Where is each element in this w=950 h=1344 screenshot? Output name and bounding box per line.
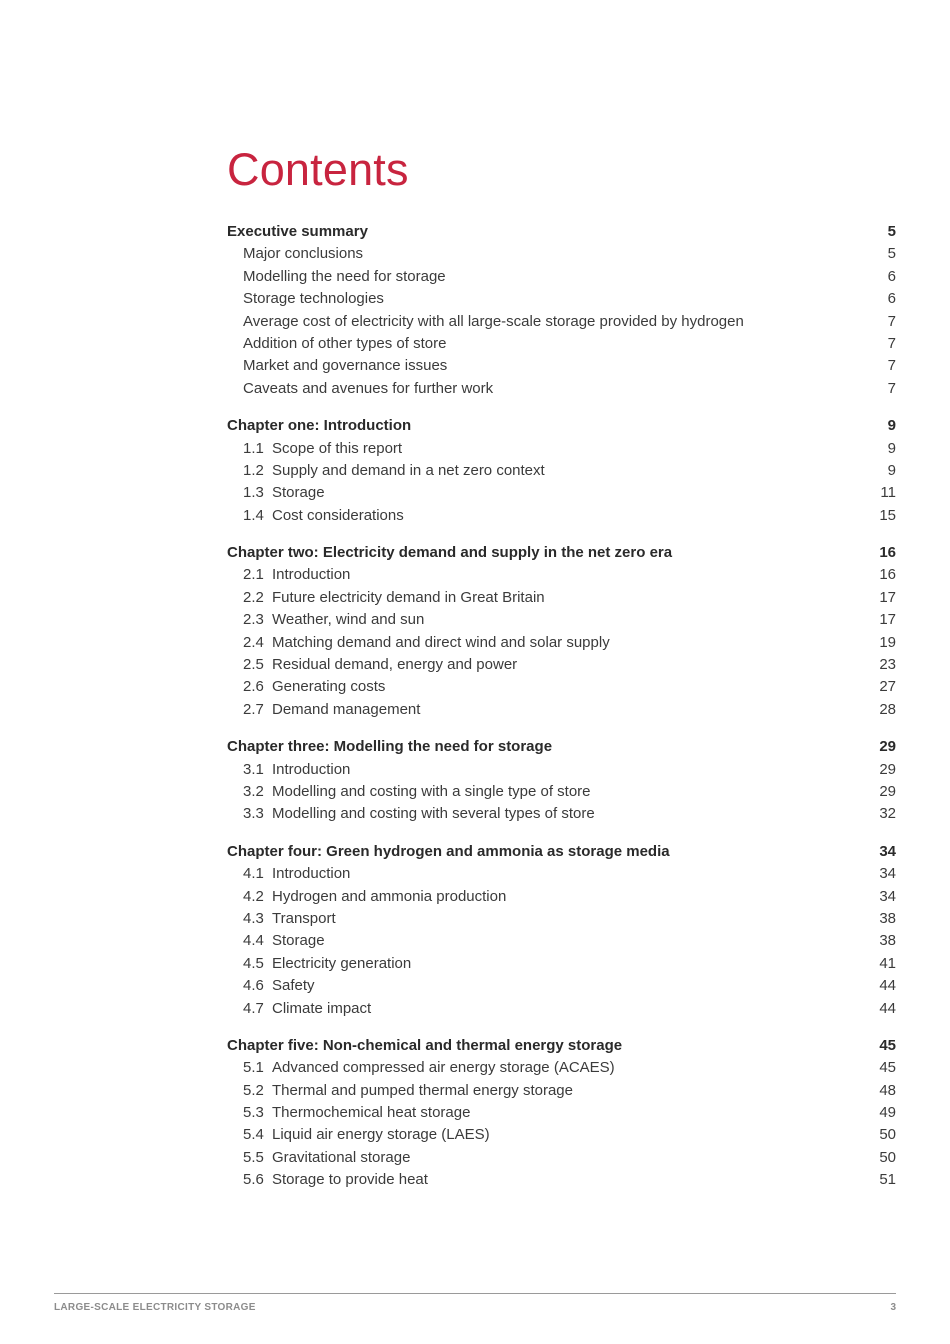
toc-entry-page: 9 — [887, 439, 896, 457]
toc-entry-page: 45 — [879, 1059, 896, 1077]
toc-entry-text — [227, 975, 315, 997]
toc-entry-label: Gravitational storage — [272, 1148, 411, 1166]
toc-entry-text — [227, 505, 404, 527]
toc-entry-number: 5.2 — [243, 1081, 264, 1099]
toc-section — [227, 1035, 896, 1192]
toc-entry-label: Generating costs — [272, 678, 386, 696]
toc-entry-number: 4.4 — [243, 932, 264, 950]
toc-entry-label: Modelling and costing with a single type of store — [272, 782, 591, 800]
toc-entry-number: 5.1 — [243, 1059, 264, 1077]
toc-entry-text — [227, 632, 610, 654]
toc-entry[interactable] — [227, 908, 896, 930]
toc-entry-page: 48 — [879, 1081, 896, 1099]
toc-heading-label: Chapter four: Green hydrogen and ammonia as storage media — [227, 842, 670, 860]
toc-entry-label: Market and governance issues — [243, 357, 448, 375]
toc-entry-number: 2.2 — [243, 588, 264, 606]
toc-entry-number: 4.6 — [243, 977, 264, 995]
toc-entry[interactable] — [227, 333, 896, 355]
toc-entry-label: Supply and demand in a net zero context — [272, 461, 545, 479]
toc-entry-number: 2.1 — [243, 566, 264, 584]
toc-entry[interactable] — [227, 1147, 896, 1169]
toc-entry-text — [227, 378, 493, 400]
toc-entry-number: 5.3 — [243, 1104, 264, 1122]
page-title: Contents — [227, 144, 409, 196]
toc-section-heading[interactable] — [227, 415, 896, 437]
toc-entry-text — [227, 676, 385, 698]
toc-entry-number: 5.6 — [243, 1171, 264, 1189]
toc-entry[interactable] — [227, 781, 896, 803]
toc-entry-label: Matching demand and direct wind and solar supply — [272, 633, 610, 651]
toc-entry-text — [227, 243, 363, 265]
toc-entry-page: 50 — [879, 1126, 896, 1144]
toc-entry[interactable] — [227, 266, 896, 288]
toc-heading-label: Chapter three: Modelling the need for storage — [227, 738, 553, 756]
toc-entry-page: 6 — [887, 267, 896, 285]
toc-section — [227, 221, 896, 400]
toc-entry-text — [227, 355, 447, 377]
toc-entry-number: 2.4 — [243, 633, 264, 651]
toc-section — [227, 542, 896, 721]
toc-entry[interactable] — [227, 1169, 896, 1191]
toc-entry-label: Advanced compressed air energy storage (ACAES) — [272, 1059, 615, 1077]
toc-entry[interactable] — [227, 1124, 896, 1146]
toc-entry-page: 7 — [887, 357, 896, 375]
toc-entry-text — [227, 759, 350, 781]
toc-entry-page: 38 — [879, 932, 896, 950]
toc-entry-text — [227, 587, 545, 609]
toc-section-heading[interactable] — [227, 542, 896, 564]
toc-entry-page: 7 — [887, 334, 896, 352]
toc-entry-page: 5 — [887, 245, 896, 263]
toc-entry[interactable] — [227, 482, 896, 504]
toc-entry[interactable] — [227, 460, 896, 482]
toc-entry-number: 2.3 — [243, 611, 264, 629]
toc-entry-text — [227, 863, 350, 885]
toc-entry-label: Transport — [272, 909, 336, 927]
toc-entry-text — [227, 564, 350, 586]
toc-heading-page: 16 — [879, 544, 896, 562]
toc-entry[interactable] — [227, 953, 896, 975]
toc-entry[interactable] — [227, 699, 896, 721]
toc-entry-number: 1.2 — [243, 461, 264, 479]
toc-entry-page: 44 — [879, 977, 896, 995]
toc-entry-text — [227, 1169, 428, 1191]
toc-entry-text — [227, 886, 506, 908]
toc-entry-label: Storage — [272, 484, 325, 502]
toc-entry[interactable] — [227, 609, 896, 631]
toc-entry[interactable] — [227, 1102, 896, 1124]
toc-entry-page: 7 — [887, 312, 896, 330]
toc-entry[interactable] — [227, 355, 896, 377]
toc-heading-label: Chapter one: Introduction — [227, 417, 412, 435]
toc-section-heading[interactable] — [227, 841, 896, 863]
toc-entry-label: Storage to provide heat — [272, 1171, 428, 1189]
toc-entry-page: 32 — [879, 805, 896, 823]
toc-heading-label: Chapter five: Non-chemical and thermal energy storage — [227, 1036, 623, 1054]
toc-entry-label: Residual demand, energy and power — [272, 656, 518, 674]
toc-entry-number: 1.3 — [243, 484, 264, 502]
toc-entry-text — [227, 654, 517, 676]
toc-entry-page: 23 — [879, 656, 896, 674]
toc-entry-page: 16 — [879, 566, 896, 584]
toc-entry-number: 4.3 — [243, 909, 264, 927]
toc-entry-label: Caveats and avenues for further work — [243, 379, 494, 397]
toc-entry-text — [227, 333, 446, 355]
toc-entry-label: Demand management — [272, 700, 421, 718]
toc-entry-text — [227, 1080, 573, 1102]
toc-entry[interactable] — [227, 505, 896, 527]
toc-entry-label: Introduction — [272, 566, 351, 584]
toc-entry-label: Storage technologies — [243, 290, 384, 308]
toc-section — [227, 736, 896, 826]
toc-entry-label: Modelling and costing with several types of store — [272, 805, 595, 823]
toc-entry[interactable] — [227, 998, 896, 1020]
toc-entry[interactable] — [227, 378, 896, 400]
toc-entry-text — [227, 908, 336, 930]
toc-entry-text — [227, 1057, 615, 1079]
toc-entry-label: Thermochemical heat storage — [272, 1104, 471, 1122]
toc-entry-page: 28 — [879, 700, 896, 718]
toc-entry-label: Storage — [272, 932, 325, 950]
toc-entry-page: 27 — [879, 678, 896, 696]
toc-heading-label: Chapter two: Electricity demand and supply in the net zero era — [227, 544, 673, 562]
toc-entry-text — [227, 998, 371, 1020]
toc-entry[interactable] — [227, 654, 896, 676]
toc-entry[interactable] — [227, 587, 896, 609]
toc-entry-page: 19 — [879, 633, 896, 651]
toc-entry-label: Scope of this report — [272, 439, 403, 457]
toc-entry-text — [227, 438, 402, 460]
toc-entry-label: Hydrogen and ammonia production — [272, 887, 507, 905]
footer-divider — [54, 1293, 896, 1294]
toc-entry-number: 4.7 — [243, 999, 264, 1017]
toc-entry-text — [227, 482, 325, 504]
toc-entry[interactable] — [227, 759, 896, 781]
toc-entry[interactable] — [227, 930, 896, 952]
toc-entry-page: 34 — [879, 887, 896, 905]
toc-entry-page: 44 — [879, 999, 896, 1017]
toc-entry-label: Thermal and pumped thermal energy storage — [272, 1081, 573, 1099]
toc-entry-text — [227, 1124, 490, 1146]
toc-entry[interactable] — [227, 632, 896, 654]
toc-entry-number: 4.2 — [243, 887, 264, 905]
toc-entry-label: Average cost of electricity with all large-scale storage provided by hydrogen — [243, 312, 744, 330]
toc-entry-text — [227, 609, 424, 631]
toc-entry-text — [227, 781, 591, 803]
toc-entry-number: 5.4 — [243, 1126, 264, 1144]
toc-entry-page: 38 — [879, 909, 896, 927]
toc-entry-label: Climate impact — [272, 999, 372, 1017]
toc-entry-text — [227, 699, 420, 721]
toc-entry[interactable] — [227, 311, 896, 333]
toc-entry-label: Future electricity demand in Great Britain — [272, 588, 545, 606]
toc-entry-number: 5.5 — [243, 1148, 264, 1166]
toc-entry-label: Introduction — [272, 760, 351, 778]
toc-entry-page: 9 — [887, 461, 896, 479]
toc-entry-page: 34 — [879, 865, 896, 883]
toc-entry-text — [227, 803, 595, 825]
toc-entry-label: Addition of other types of store — [243, 334, 447, 352]
table-of-contents — [227, 221, 896, 1207]
toc-section — [227, 415, 896, 527]
toc-entry[interactable] — [227, 564, 896, 586]
toc-entry-page: 17 — [879, 588, 896, 606]
toc-entry-number: 2.5 — [243, 656, 264, 674]
toc-entry-number: 4.1 — [243, 865, 264, 883]
toc-entry-page: 7 — [887, 379, 896, 397]
toc-entry-page: 50 — [879, 1148, 896, 1166]
toc-heading-page: 29 — [879, 738, 896, 756]
toc-entry-page: 11 — [880, 484, 896, 502]
toc-entry-label: Liquid air energy storage (LAES) — [272, 1126, 490, 1144]
toc-entry[interactable] — [227, 975, 896, 997]
toc-entry-number: 2.7 — [243, 700, 264, 718]
toc-entry-label: Modelling the need for storage — [243, 267, 446, 285]
toc-entry-page: 29 — [879, 782, 896, 800]
footer-document-title: LARGE-SCALE ELECTRICITY STORAGE — [54, 1302, 256, 1313]
toc-entry[interactable] — [227, 886, 896, 908]
toc-entry-number: 3.1 — [243, 760, 264, 778]
toc-entry-page: 29 — [879, 760, 896, 778]
toc-entry[interactable] — [227, 243, 896, 265]
toc-section — [227, 841, 896, 1020]
toc-entry-page: 49 — [879, 1104, 896, 1122]
toc-entry-text — [227, 460, 545, 482]
toc-entry-page: 17 — [879, 611, 896, 629]
toc-heading-page: 45 — [879, 1036, 896, 1054]
toc-entry-number: 1.1 — [243, 439, 264, 457]
toc-section-heading[interactable] — [227, 736, 896, 758]
toc-entry-page: 6 — [887, 290, 896, 308]
toc-entry-text — [227, 288, 384, 310]
toc-entry-number: 4.5 — [243, 954, 264, 972]
toc-entry-number: 2.6 — [243, 678, 264, 696]
toc-entry-text — [227, 311, 744, 333]
toc-entry-text — [227, 1147, 410, 1169]
toc-entry-text — [227, 266, 446, 288]
toc-entry[interactable] — [227, 803, 896, 825]
toc-entry[interactable] — [227, 288, 896, 310]
toc-entry[interactable] — [227, 438, 896, 460]
toc-heading-label: Executive summary — [227, 223, 368, 240]
toc-entry-page: 51 — [879, 1171, 896, 1189]
toc-entry-text — [227, 930, 325, 952]
toc-entry-number: 3.2 — [243, 782, 264, 800]
toc-entry[interactable] — [227, 1057, 896, 1079]
toc-entry-text — [227, 1102, 470, 1124]
toc-heading-page: 5 — [887, 223, 896, 240]
toc-section-heading[interactable] — [227, 1035, 896, 1057]
toc-entry-page: 15 — [879, 506, 896, 524]
toc-heading-page: 9 — [887, 417, 896, 435]
toc-entry-number: 3.3 — [243, 805, 264, 823]
toc-entry-label: Safety — [272, 977, 315, 995]
toc-entry[interactable] — [227, 676, 896, 698]
toc-entry-label: Introduction — [272, 865, 351, 883]
footer-page-number: 3 — [890, 1302, 896, 1313]
toc-entry-label: Electricity generation — [272, 954, 412, 972]
toc-entry-label: Cost considerations — [272, 506, 404, 524]
toc-entry-number: 1.4 — [243, 506, 264, 524]
toc-entry-text — [227, 953, 411, 975]
toc-entry-page: 41 — [879, 954, 896, 972]
toc-entry[interactable] — [227, 863, 896, 885]
toc-section-heading[interactable] — [227, 221, 896, 243]
toc-entry[interactable] — [227, 1080, 896, 1102]
toc-entry-label: Major conclusions — [243, 245, 364, 263]
toc-entry-label: Weather, wind and sun — [272, 611, 425, 629]
toc-heading-page: 34 — [879, 842, 896, 860]
